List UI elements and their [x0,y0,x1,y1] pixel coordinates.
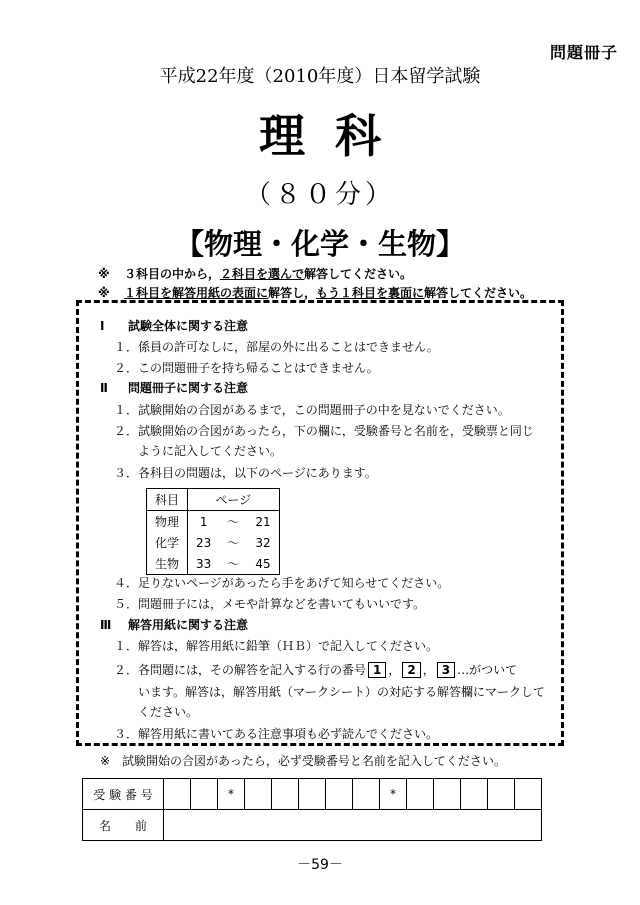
item-number: １． [114,403,139,417]
item-number: ２． [114,663,139,677]
exam-number-digit-cell[interactable] [434,779,461,810]
item-number: ２． [114,424,139,438]
table-header: ページ [188,489,280,511]
item-text: ， [388,663,401,677]
row-number-box: 3 [437,662,455,678]
table-cell-tilde: ～ [227,536,240,550]
instruction-item [114,464,377,481]
section-heading [100,379,248,396]
notice-mark: ※ [98,267,110,281]
instruction-item [114,574,449,591]
item-text-continued: ように記入してください。 [138,444,283,458]
item-text: 各科目の問題は，以下のページにあります。 [138,466,377,480]
section-number: Ⅲ [100,618,112,632]
exam-title: 平成22年度（2010年度）日本留学試験 [159,66,481,87]
candidate-form-table [82,778,542,841]
table-cell-from: 1 [199,514,208,529]
instruction-item [114,637,438,654]
item-number: ４． [114,576,139,590]
notice-text: 解答してください。 [424,286,533,300]
exam-number-digit-cell[interactable] [407,779,434,810]
section-title: 解答用紙に関する注意 [128,618,249,632]
item-number: １． [114,639,139,653]
row-number-box: 1 [368,662,386,678]
table-cell-subject: 生物 [147,553,188,575]
notice-text-underlined: ２科目を選んで [220,267,305,281]
section-heading [100,616,248,633]
table-cell-tilde: ～ [227,557,240,571]
table-cell-to: 45 [255,556,271,571]
table-cell-from: 33 [196,556,212,571]
table-row [147,511,280,533]
section-number: Ⅰ [100,319,105,333]
page-range-table [146,488,280,575]
notice-text: 解答してください。 [304,267,413,281]
section-title: 問題冊子に関する注意 [128,381,249,395]
subject-title: 理科 [259,109,411,163]
notice-text-underlined: １科目を解答用紙の表面に [124,286,269,300]
item-text: 解答は，解答用紙に鉛筆（ＨＢ）で記入してください。 [138,639,439,653]
name-field[interactable] [164,810,542,841]
instruction-item [114,661,517,678]
exam-number-separator-cell: * [218,779,245,810]
item-text: 足りないページがあったら手をあげて知らせてください。 [138,576,450,590]
exam-number-digit-cell[interactable] [326,779,353,810]
item-number: ５． [114,597,139,611]
exam-number-digit-cell[interactable] [461,779,488,810]
item-text: 問題冊子には，メモや計算などを書いてもいいです。 [138,597,426,611]
section-heading [100,317,248,334]
exam-number-digit-cell[interactable] [299,779,326,810]
instruction-item [114,595,425,612]
table-cell-subject: 物理 [147,511,188,533]
instruction-item [114,422,534,439]
notice-text-underlined: もう１科目を裏面に [316,286,425,300]
instruction-item [114,338,439,355]
item-text: 試験開始の合図があったら，下の欄に，受験番号と名前を，受験票と同じ [138,424,534,438]
exam-number-digit-cell[interactable] [515,779,542,810]
instruction-item [114,725,438,742]
exam-duration: （８０分） [244,180,395,210]
notice-choose-subjects [98,265,412,282]
exam-number-digit-cell[interactable] [353,779,380,810]
row-number-box: 2 [402,662,420,678]
exam-number-row [83,779,542,810]
table-cell-tilde: ～ [227,515,240,529]
subjects-list: 【物理・化学・生物】 [174,227,465,261]
exam-number-digit-cell[interactable] [245,779,272,810]
notice-answer-sides [98,284,532,301]
table-header-row [147,489,280,511]
notice-text: 解答し， [268,286,317,300]
item-number: ３． [114,466,139,480]
name-label: 名 前 [83,810,164,841]
exam-number-digit-cell[interactable] [488,779,515,810]
item-text: 各問題には，その解答を記入する行の番号 [138,663,367,677]
fill-in-notice: ※ 試験開始の合図があったら，必ず受験番号と名前を記入してください。 [100,754,506,768]
table-row [147,532,280,553]
exam-number-label: 受 験 番 号 [83,779,164,810]
item-number: ２． [114,361,139,375]
item-text: 試験開始の合図があるまで，この問題冊子の中を見ないでください。 [138,403,510,417]
item-number: ３． [114,727,139,741]
notice-mark: ※ [98,286,110,300]
exam-number-digit-cell[interactable] [272,779,299,810]
exam-number-separator-cell: * [380,779,407,810]
item-text-continued: います。解答は，解答用紙（マークシート）の対応する解答欄にマークして [138,685,546,699]
section-number: Ⅱ [100,381,108,395]
item-text: この問題冊子を持ち帰ることはできません。 [138,361,379,375]
item-text: 係員の許可なしに，部屋の外に出ることはできません。 [138,340,439,354]
item-number: １． [114,340,139,354]
table-cell-from: 23 [196,535,212,550]
name-row [83,810,542,841]
item-text-continued: ください。 [138,705,199,719]
table-cell-subject: 化学 [147,532,188,553]
exam-number-digit-cell[interactable] [191,779,218,810]
section-title: 試験全体に関する注意 [128,319,249,333]
item-text: …がついて [457,663,518,677]
notice-text: ３科目の中から， [124,267,221,281]
exam-number-digit-cell[interactable] [164,779,191,810]
table-header: 科目 [147,489,188,511]
page-range-table-wrap [146,488,280,575]
instruction-item [114,359,379,376]
table-row [147,553,280,575]
table-cell-to: 21 [255,514,271,529]
booklet-label: 問題冊子 [549,43,618,62]
page-number: －59－ [297,857,343,873]
candidate-form [82,778,542,841]
item-text: 解答用紙に書いてある注意事項も必ず読んでください。 [138,727,439,741]
item-text: ， [422,663,435,677]
table-cell-to: 32 [255,535,271,550]
instruction-item [114,401,510,418]
